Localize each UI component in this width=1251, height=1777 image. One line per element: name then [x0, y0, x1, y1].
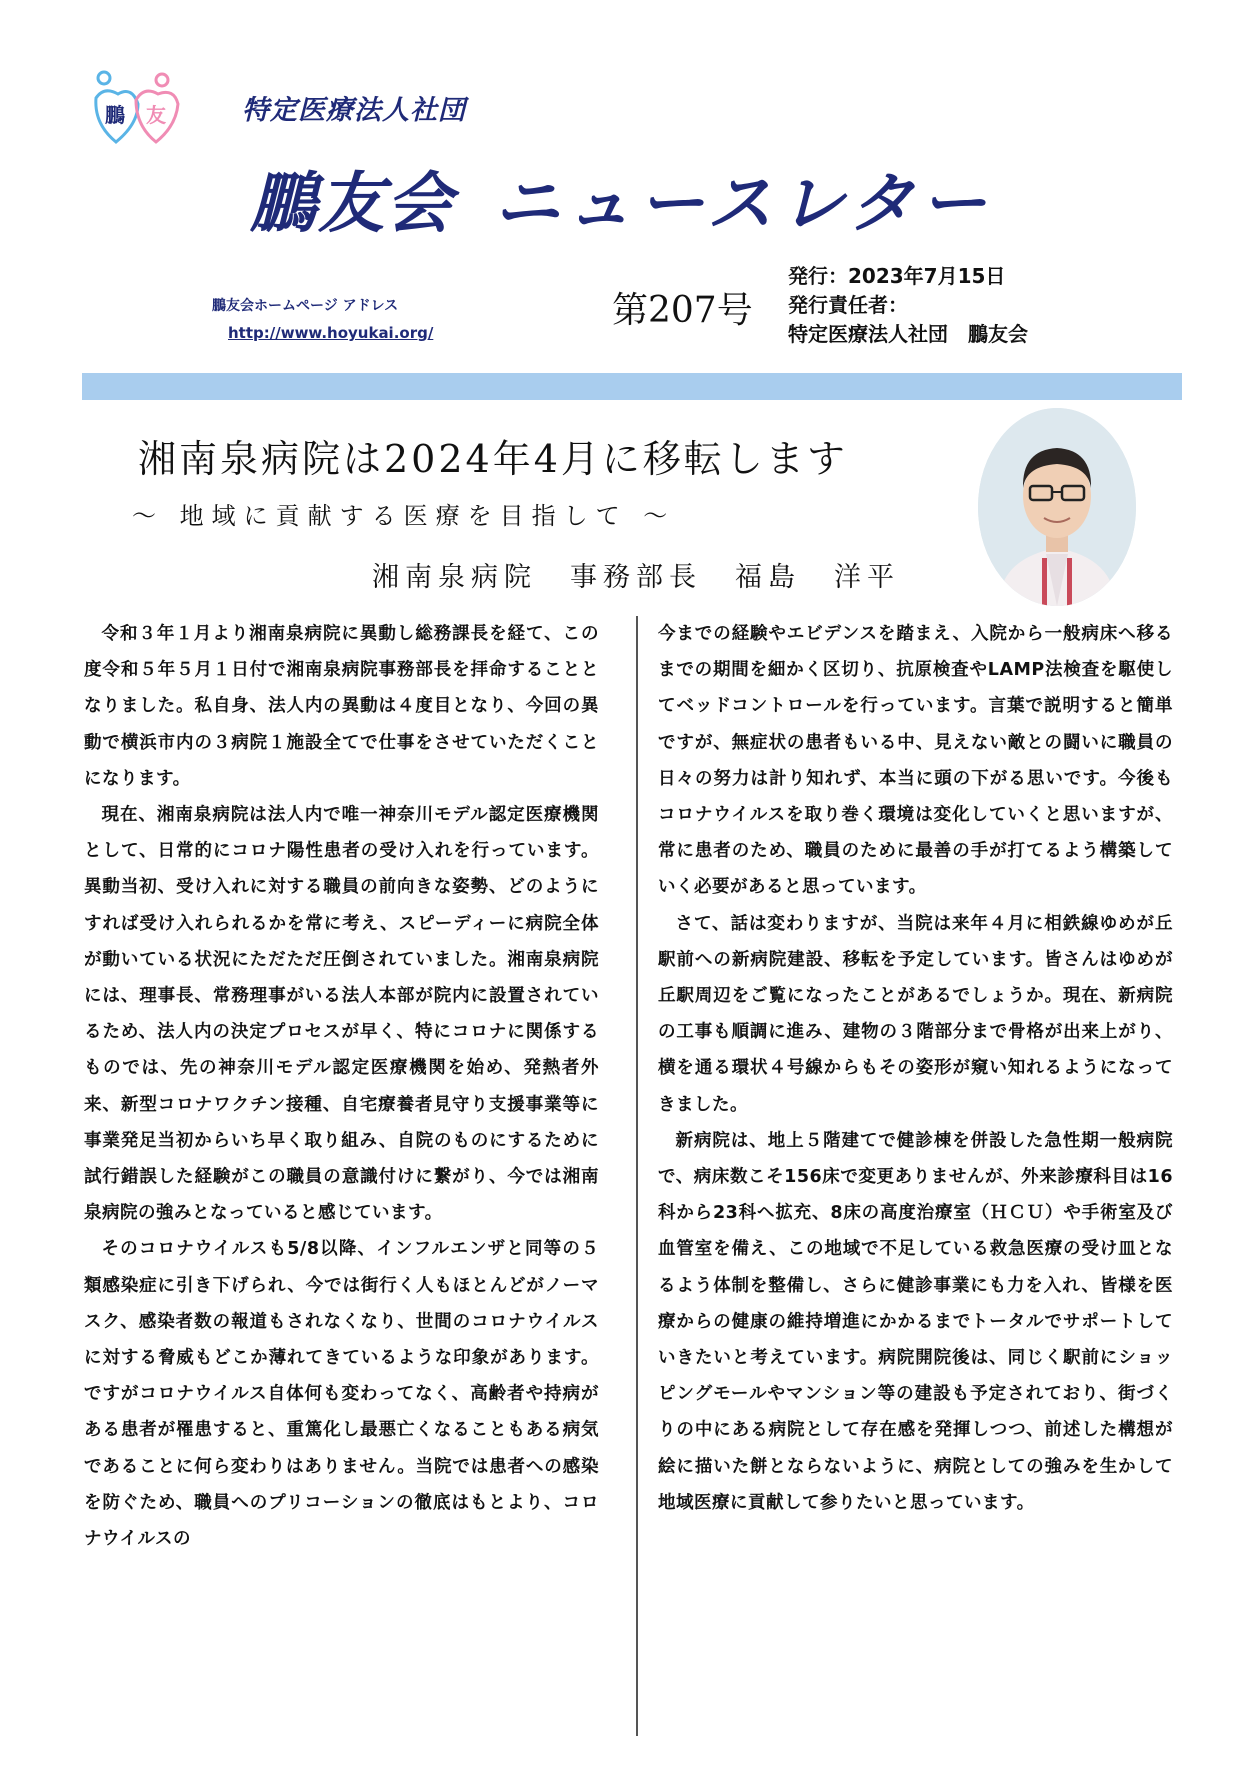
publication-info [788, 262, 1028, 349]
left-paragraph-2: 現在、湘南泉病院は法人内で唯一神奈川モデル認定医療機関として、日常的にコロナ陽性患者の受け入れを行っています。異動当初、受け入れに対する職員の前向きな姿勢、どのようにすれば受け入れられるかを常に考え、スピーディーに病院全体が動いている状況にただただ圧倒されていました。湘南泉病院には、理事長、常務理事がいる法人本部が院内に設置されているため、法人内の決定プロセスが早く、特にコロナに関係するものでは、先の神奈川モデル認定医療機関を始め、発熱者外来、新型コロナワクチン接種、自宅療養者見守り支援事業等に事業発足当初からいち早く取り組み、自院のものにするために試行錯誤した経験がこの職員の意識付けに繋がり、今では湘南泉病院の強みとなっていると感じています。 [84, 805, 599, 1224]
header-divider-band [82, 373, 1182, 400]
issue-number: 第207号 [612, 290, 753, 331]
right-paragraph-1: 今までの経験やエビデンスを踏まえ、入院から一般病床へ移るまでの期間を細かく区切り、抗原検査やLAMP法検査を駆使してベッドコントロールを行っています。言葉で説明すると簡単ですが、無症状の患者もいる中、見えない敵との闘いに職員の日々の努力は計り知れず、本当に頭の下がる思いです。今後もコロナウイルスを取り巻く環境は変化していくと思いますが、常に患者のため、職員のために最善の手が打てるよう構築していく必要があると思っています。 [658, 624, 1173, 898]
hoyukai-logo [92, 68, 192, 150]
author-photo [978, 408, 1136, 606]
article-column-right [658, 616, 1173, 1756]
newsletter-title [250, 150, 992, 245]
homepage-link[interactable]: http://www.hoyukai.org/ [228, 324, 434, 342]
publisher-label: 発行責任者： [788, 293, 908, 317]
column-divider [636, 616, 638, 1736]
newsletter-title-sub: ニュースレター [494, 165, 993, 242]
article-title: 湘南泉病院は2024年4月に移転します [138, 437, 848, 481]
right-paragraph-3: 新病院は、地上５階建てで健診棟を併設した急性期一般病院で、病床数こそ156床で変更ありませんが、外来診療科目は16科から23科へ拡充、8床の高度治療室（ＨＣＵ）や手術室及び血管室を備え、この地域で不足している救急医療の受け皿となるよう体制を整備し、さらに健診事業にも力を入れ、皆様を医療からの健康の維持増進にかかるまでトータルでサポートしていきたいと考えています。病院開院後は、同じく駅前にショッピングモールやマンション等の建設も予定されており、街づくりの中にある病院として存在感を発揮しつつ、前述した構想が絵に描いた餅とならないように、病院としての強みを生かして地域医療に貢献して参りたいと思っています。 [658, 1130, 1173, 1513]
left-paragraph-1: 令和３年１月より湘南泉病院に異動し総務課長を経て、この度令和５年５月１日付で湘南泉病院事務部長を拝命することとなりました。私自身、法人内の異動は４度目となり、今回の異動で横浜市内の３病院１施設全てで仕事をさせていただくことになります。 [84, 624, 599, 789]
logo-char-1: 鵬 [105, 103, 125, 127]
published-date: 発行：2023年7月15日 [788, 264, 1006, 288]
logo-char-2: 友 [146, 103, 166, 127]
article-author: 湘南泉病院 事務部長 福島 洋平 [372, 562, 900, 593]
left-paragraph-3: そのコロナウイルスも5/8以降、インフルエンザと同等の５類感染症に引き下げられ、今では街行く人もほとんどがノーマスク、感染者数の報道もされなくなり、世間のコロナウイルスに対する脅威もどこか薄れてきているような印象があります。ですがコロナウイルス自体何も変わってなく、高齢者や持病がある患者が罹患すると、重篤化し最悪亡くなることもある病気であることに何ら変わりはありません。当院では患者への感染を防ぐため、職員へのプリコーションの徹底はもとより、コロナウイルスの [84, 1239, 599, 1550]
article-subtitle: ～ 地域に貢献する医療を目指して ～ [132, 502, 676, 530]
newsletter-title-main: 鵬友会 [250, 165, 454, 242]
homepage-label: 鵬友会ホームページ アドレス [212, 298, 399, 314]
right-paragraph-2: さて、話は変わりますが、当院は来年４月に相鉄線ゆめが丘駅前への新病院建設、移転を予定しています。皆さんはゆめが丘駅周辺をご覧になったことがあるでしょうか。現在、新病院の工事も順調に進み、建物の３階部分まで骨格が出来上がり、横を通る環状４号線からもその姿形が窺い知れるようになってきました。 [658, 913, 1173, 1115]
org-name: 特定医療法人社団 [242, 95, 466, 126]
article-column-left [84, 616, 599, 1756]
publisher-name: 特定医療法人社団 鵬友会 [788, 322, 1028, 346]
